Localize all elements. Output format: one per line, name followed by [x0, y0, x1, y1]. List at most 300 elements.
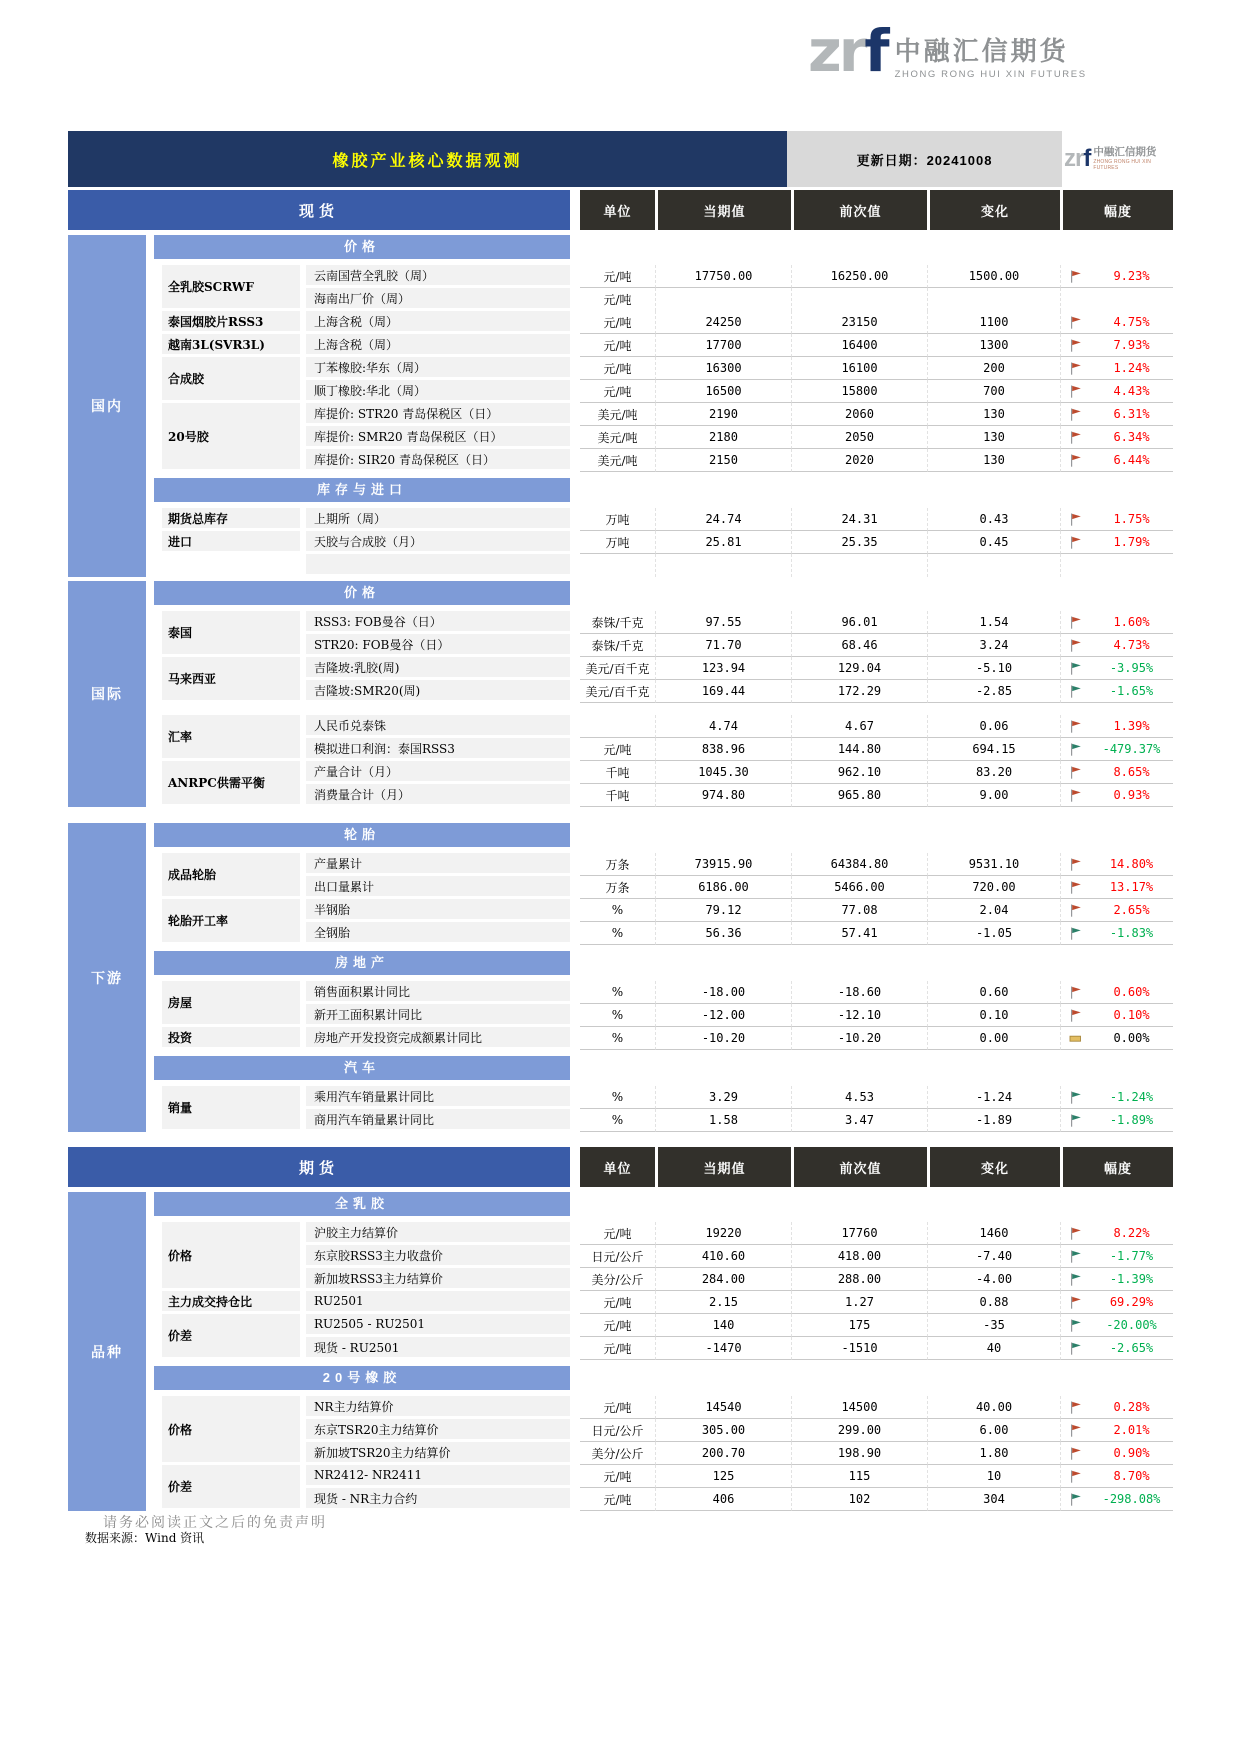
- disclaimer: 请务必阅读正文之后的免责声明: [103, 1515, 327, 1531]
- mini-logo-zr: zr: [1064, 145, 1084, 172]
- rate-cell: -298.08%: [1090, 1488, 1173, 1511]
- previous-value-cell: 5466.00: [791, 876, 927, 899]
- table-row: [154, 1086, 1173, 1109]
- rate-cell: 0.28%: [1090, 1396, 1173, 1419]
- unit-cell: [580, 554, 655, 577]
- column-header: 前次值: [794, 190, 927, 230]
- previous-value-cell: 418.00: [791, 1245, 927, 1268]
- change-value-cell: 1500.00: [927, 265, 1060, 288]
- trend-flag-cell: [1060, 265, 1090, 288]
- current-value-cell: -12.00: [655, 1004, 791, 1027]
- row-indicator: 消费量合计（月）: [300, 784, 570, 807]
- spacer-cell: [570, 1245, 580, 1268]
- previous-value-cell: -10.20: [791, 1027, 927, 1050]
- row-label: 进口: [154, 531, 300, 554]
- unit-cell: 美元/百千克: [580, 657, 655, 680]
- spacer-cell: [570, 334, 580, 357]
- group-content: [154, 1192, 1173, 1511]
- change-value-cell: 40.00: [927, 1396, 1060, 1419]
- table-row: [154, 634, 1173, 657]
- rate-cell: 0.00%: [1090, 1027, 1173, 1050]
- row-indicator: 新加坡RSS3主力结算价: [300, 1268, 570, 1291]
- spacer-cell: [570, 1086, 580, 1109]
- spacer-cell: [570, 508, 580, 531]
- change-value-cell: 720.00: [927, 876, 1060, 899]
- table-row: [154, 1268, 1173, 1291]
- unit-cell: %: [580, 1086, 655, 1109]
- rate-cell: -1.65%: [1090, 680, 1173, 703]
- rate-cell: -1.24%: [1090, 1086, 1173, 1109]
- change-value-cell: 3.24: [927, 634, 1060, 657]
- current-value-cell: 14540: [655, 1396, 791, 1419]
- current-value-cell: 3.29: [655, 1086, 791, 1109]
- unit-cell: 万吨: [580, 508, 655, 531]
- trend-flag-cell: [1060, 1419, 1090, 1442]
- table-row: [154, 611, 1173, 634]
- row-indicator: 顺丁橡胶:华北（周）: [300, 380, 570, 403]
- rate-cell: [1090, 554, 1173, 577]
- previous-value-cell: 129.04: [791, 657, 927, 680]
- section-table: [154, 508, 1173, 577]
- unit-cell: 元/吨: [580, 1291, 655, 1314]
- row-label: ANRPC供需平衡: [154, 761, 300, 807]
- logo-f: f: [864, 17, 887, 85]
- trend-down-flag-icon: [1069, 1492, 1082, 1506]
- previous-value-cell: 68.46: [791, 634, 927, 657]
- table-row: [154, 357, 1173, 380]
- row-indicator: 半钢胎: [300, 899, 570, 922]
- table-row: [154, 981, 1173, 1004]
- row-indicator: 新开工面积累计同比: [300, 1004, 570, 1027]
- trend-flag-cell: [1060, 1004, 1090, 1027]
- previous-value-cell: 16250.00: [791, 265, 927, 288]
- spacer-cell: [570, 922, 580, 945]
- unit-cell: 千吨: [580, 784, 655, 807]
- unit-cell: 元/吨: [580, 1314, 655, 1337]
- change-value-cell: 0.60: [927, 981, 1060, 1004]
- table-row: [154, 403, 1173, 426]
- spacer-cell: [570, 715, 580, 738]
- previous-value-cell: 2060: [791, 403, 927, 426]
- report-tables: [68, 190, 1173, 1511]
- sidebar-label: 国内: [68, 235, 146, 577]
- unit-cell: %: [580, 981, 655, 1004]
- trend-flag-cell: [1060, 288, 1090, 311]
- mini-logo-name-cn: 中融汇信期货: [1093, 146, 1157, 158]
- trend-flag-cell: [1060, 784, 1090, 807]
- previous-value-cell: 102: [791, 1488, 927, 1511]
- mini-logo-f: f: [1083, 145, 1092, 172]
- rate-cell: 8.65%: [1090, 761, 1173, 784]
- previous-value-cell: 965.80: [791, 784, 927, 807]
- rate-cell: 0.93%: [1090, 784, 1173, 807]
- rate-cell: 0.60%: [1090, 981, 1173, 1004]
- previous-value-cell: 2020: [791, 449, 927, 472]
- mini-logo-text: [1093, 147, 1173, 171]
- table-row: [154, 1314, 1173, 1337]
- previous-value-cell: 17760: [791, 1222, 927, 1245]
- table-row: [154, 1222, 1173, 1245]
- change-value-cell: 40: [927, 1337, 1060, 1360]
- previous-value-cell: [791, 288, 927, 311]
- unit-cell: 元/吨: [580, 357, 655, 380]
- current-value-cell: 305.00: [655, 1419, 791, 1442]
- trend-flag-cell: [1060, 1488, 1090, 1511]
- logo-zrf-mark: [808, 17, 887, 85]
- rate-cell: 6.44%: [1090, 449, 1173, 472]
- trend-flag-cell: [1060, 1442, 1090, 1465]
- spacer-cell: [570, 1337, 580, 1360]
- trend-flag-cell: [1060, 1027, 1090, 1050]
- section-table: [154, 853, 1173, 945]
- unit-cell: 元/吨: [580, 1465, 655, 1488]
- previous-value-cell: [791, 554, 927, 577]
- table-row: [154, 853, 1173, 876]
- trend-down-flag-icon: [1069, 684, 1082, 698]
- rate-cell: 4.43%: [1090, 380, 1173, 403]
- row-indicator: 上海含税（周）: [300, 334, 570, 357]
- rate-cell: [1090, 288, 1173, 311]
- change-value-cell: 1460: [927, 1222, 1060, 1245]
- trend-flag-cell: [1060, 380, 1090, 403]
- row-indicator: 丁苯橡胶:华东（周）: [300, 357, 570, 380]
- trend-flag-cell: [1060, 449, 1090, 472]
- table-row: [154, 1396, 1173, 1419]
- spacer-cell: [570, 426, 580, 449]
- current-value-cell: 24250: [655, 311, 791, 334]
- row-indicator: RU2505 - RU2501: [300, 1314, 570, 1337]
- trend-down-flag-icon: [1069, 1249, 1082, 1263]
- spacer-cell: [570, 1222, 580, 1245]
- change-value-cell: [927, 288, 1060, 311]
- trend-flag-cell: [1060, 1222, 1090, 1245]
- previous-value-cell: 115: [791, 1465, 927, 1488]
- rate-cell: -479.37%: [1090, 738, 1173, 761]
- report-title-bar: [68, 131, 1173, 187]
- change-value-cell: -7.40: [927, 1245, 1060, 1268]
- row-indicator: STR20: FOB曼谷（日）: [300, 634, 570, 657]
- row-indicator: RSS3: FOB曼谷（日）: [300, 611, 570, 634]
- previous-value-cell: 2050: [791, 426, 927, 449]
- previous-value-cell: -12.10: [791, 1004, 927, 1027]
- current-value-cell: 125: [655, 1465, 791, 1488]
- table-row: [154, 426, 1173, 449]
- table-row: [154, 1442, 1173, 1465]
- row-label: 全乳胶SCRWF: [154, 265, 300, 311]
- previous-value-cell: 64384.80: [791, 853, 927, 876]
- column-header: 变化: [930, 1147, 1060, 1187]
- spacer-cell: [570, 1488, 580, 1511]
- table-row: [154, 449, 1173, 472]
- logo-name-cn: 中融汇信期货: [894, 36, 1069, 66]
- change-value-cell: 700: [927, 380, 1060, 403]
- sidebar-label: 国际: [68, 581, 146, 807]
- row-indicator: 海南出厂价（周）: [300, 288, 570, 311]
- row-indicator: 全钢胎: [300, 922, 570, 945]
- rate-cell: 69.29%: [1090, 1291, 1173, 1314]
- current-value-cell: 2150: [655, 449, 791, 472]
- trend-up-flag-icon: [1069, 1469, 1082, 1483]
- spacer-cell: [570, 876, 580, 899]
- current-value-cell: -1470: [655, 1337, 791, 1360]
- change-value-cell: 0.10: [927, 1004, 1060, 1027]
- current-value-cell: -18.00: [655, 981, 791, 1004]
- column-header: 单位: [580, 190, 655, 230]
- section-title: 20号橡胶: [154, 1366, 570, 1390]
- table-row: [154, 761, 1173, 784]
- trend-flat-icon: [1069, 1031, 1082, 1045]
- table-row: [154, 265, 1173, 288]
- previous-value-cell: 198.90: [791, 1442, 927, 1465]
- change-value-cell: 2.04: [927, 899, 1060, 922]
- row-indicator: 销售面积累计同比: [300, 981, 570, 1004]
- rate-cell: 0.90%: [1090, 1442, 1173, 1465]
- row-label: 马来西亚: [154, 657, 300, 703]
- trend-down-flag-icon: [1069, 661, 1082, 675]
- rate-cell: -1.77%: [1090, 1245, 1173, 1268]
- logo-name-en: ZHONG RONG HUI XIN FUTURES: [894, 69, 1087, 80]
- section-title: 全乳胶: [154, 1192, 570, 1216]
- trend-up-flag-icon: [1069, 1295, 1082, 1309]
- previous-value-cell: 962.10: [791, 761, 927, 784]
- row-indicator: 天胶与合成胶（月）: [300, 531, 570, 554]
- row-indicator: NR2412- NR2411: [300, 1465, 570, 1488]
- unit-cell: 日元/公斤: [580, 1419, 655, 1442]
- trend-up-flag-icon: [1069, 1446, 1082, 1460]
- unit-cell: 元/吨: [580, 738, 655, 761]
- update-date: 更新日期：20241008: [787, 131, 1062, 187]
- trend-up-flag-icon: [1069, 1423, 1082, 1437]
- previous-value-cell: 57.41: [791, 922, 927, 945]
- current-value-cell: -10.20: [655, 1027, 791, 1050]
- row-indicator: 云南国营全乳胶（周）: [300, 265, 570, 288]
- trend-up-flag-icon: [1069, 985, 1082, 999]
- trend-down-flag-icon: [1069, 1272, 1082, 1286]
- previous-value-cell: 4.67: [791, 715, 927, 738]
- rate-cell: 1.79%: [1090, 531, 1173, 554]
- trend-flag-cell: [1060, 357, 1090, 380]
- table-row: [154, 1245, 1173, 1268]
- row-indicator: 吉隆坡:SMR20(周): [300, 680, 570, 703]
- previous-value-cell: 25.35: [791, 531, 927, 554]
- unit-cell: 元/吨: [580, 334, 655, 357]
- unit-cell: %: [580, 1109, 655, 1132]
- previous-value-cell: 23150: [791, 311, 927, 334]
- trend-up-flag-icon: [1069, 638, 1082, 652]
- change-value-cell: 130: [927, 403, 1060, 426]
- sidebar-label: 品种: [68, 1192, 146, 1511]
- trend-flag-cell: [1060, 1337, 1090, 1360]
- spacer-cell: [570, 449, 580, 472]
- row-indicator: 房地产开发投资完成额累计同比: [300, 1027, 570, 1050]
- previous-value-cell: 15800: [791, 380, 927, 403]
- trend-flag-cell: [1060, 1314, 1090, 1337]
- row-label: 价格: [154, 1396, 300, 1465]
- unit-cell: 元/吨: [580, 311, 655, 334]
- unit-cell: 万吨: [580, 531, 655, 554]
- trend-up-flag-icon: [1069, 903, 1082, 917]
- trend-up-flag-icon: [1069, 1008, 1082, 1022]
- trend-up-flag-icon: [1069, 407, 1082, 421]
- section-table: [154, 611, 1173, 807]
- column-header: 当期值: [658, 1147, 791, 1187]
- previous-value-cell: 14500: [791, 1396, 927, 1419]
- change-value-cell: 1.80: [927, 1442, 1060, 1465]
- unit-cell: 美分/公斤: [580, 1442, 655, 1465]
- trend-flag-cell: [1060, 311, 1090, 334]
- rate-cell: 8.70%: [1090, 1465, 1173, 1488]
- trend-up-flag-icon: [1069, 788, 1082, 802]
- mini-logo-name-en: ZHONG RONG HUI XIN FUTURES: [1093, 159, 1152, 171]
- spacer-cell: [570, 265, 580, 288]
- section-table: [154, 1222, 1173, 1360]
- change-value-cell: 6.00: [927, 1419, 1060, 1442]
- trend-flag-cell: [1060, 853, 1090, 876]
- row-label: 价差: [154, 1314, 300, 1360]
- trend-flag-cell: [1060, 508, 1090, 531]
- rate-cell: 13.17%: [1090, 876, 1173, 899]
- section-title: 轮胎: [154, 823, 570, 847]
- trend-flag-cell: [1060, 634, 1090, 657]
- row-indicator: 东京TSR20主力结算价: [300, 1419, 570, 1442]
- trend-flag-cell: [1060, 981, 1090, 1004]
- change-value-cell: 130: [927, 449, 1060, 472]
- unit-cell: 美元/吨: [580, 403, 655, 426]
- change-value-cell: [927, 554, 1060, 577]
- trend-flag-cell: [1060, 1109, 1090, 1132]
- trend-up-flag-icon: [1069, 615, 1082, 629]
- trend-flag-cell: [1060, 334, 1090, 357]
- spacer-cell: [570, 1268, 580, 1291]
- previous-value-cell: 144.80: [791, 738, 927, 761]
- unit-cell: 元/吨: [580, 1396, 655, 1419]
- trend-flag-cell: [1060, 531, 1090, 554]
- section-table: [154, 265, 1173, 472]
- spacer-cell: [570, 761, 580, 784]
- rate-cell: 0.10%: [1090, 1004, 1173, 1027]
- row-label: 成品轮胎: [154, 853, 300, 899]
- trend-down-flag-icon: [1069, 1341, 1082, 1355]
- trend-up-flag-icon: [1069, 315, 1082, 329]
- spacer-cell: [570, 1109, 580, 1132]
- column-header: 幅度: [1063, 1147, 1173, 1187]
- unit-cell: %: [580, 922, 655, 945]
- trend-up-flag-icon: [1069, 361, 1082, 375]
- previous-value-cell: -1510: [791, 1337, 927, 1360]
- section-table: [154, 981, 1173, 1050]
- current-value-cell: 17750.00: [655, 265, 791, 288]
- unit-cell: 元/吨: [580, 1488, 655, 1511]
- trend-up-flag-icon: [1069, 1226, 1082, 1240]
- unit-cell: 美元/百千克: [580, 680, 655, 703]
- report-title: 橡胶产业核心数据观测: [68, 131, 787, 187]
- row-indicator: 沪胶主力结算价: [300, 1222, 570, 1245]
- row-label: 价格: [154, 1222, 300, 1291]
- spacer-cell: [570, 634, 580, 657]
- column-header: 前次值: [794, 1147, 927, 1187]
- change-value-cell: 0.45: [927, 531, 1060, 554]
- row-indicator: 库提价: SIR20 青岛保税区（日）: [300, 449, 570, 472]
- row-indicator: 新加坡TSR20主力结算价: [300, 1442, 570, 1465]
- unit-cell: 元/吨: [580, 1337, 655, 1360]
- row-label: 越南3L(SVR3L): [154, 334, 300, 357]
- previous-value-cell: 77.08: [791, 899, 927, 922]
- trend-up-flag-icon: [1069, 338, 1082, 352]
- spacer-cell: [570, 1291, 580, 1314]
- current-value-cell: 73915.90: [655, 853, 791, 876]
- rate-cell: 1.24%: [1090, 357, 1173, 380]
- current-value-cell: 2190: [655, 403, 791, 426]
- table-row: [154, 1027, 1173, 1050]
- company-logo: [808, 17, 1087, 85]
- trend-flag-cell: [1060, 761, 1090, 784]
- table-row: [154, 784, 1173, 807]
- row-label: 20号胶: [154, 403, 300, 472]
- table-row: [154, 1109, 1173, 1132]
- data-source: 数据来源：Wind 资讯: [85, 1531, 205, 1545]
- spacer-cell: [570, 403, 580, 426]
- logo-zr: zr: [808, 17, 865, 85]
- trend-up-flag-icon: [1069, 535, 1082, 549]
- current-value-cell: 2.15: [655, 1291, 791, 1314]
- section-title: 价格: [154, 235, 570, 259]
- row-label: 泰国: [154, 611, 300, 657]
- change-value-cell: 694.15: [927, 738, 1060, 761]
- row-indicator: 产量合计（月）: [300, 761, 570, 784]
- group-content: [154, 823, 1173, 1132]
- row-indicator: 现货 - NR主力合约: [300, 1488, 570, 1511]
- unit-cell: 泰铢/千克: [580, 634, 655, 657]
- row-indicator: 库提价: STR20 青岛保税区（日）: [300, 403, 570, 426]
- mini-logo-panel: [1062, 131, 1173, 187]
- spacer-cell: [570, 1442, 580, 1465]
- trend-flag-cell: [1060, 876, 1090, 899]
- change-value-cell: -4.00: [927, 1268, 1060, 1291]
- change-value-cell: -1.05: [927, 922, 1060, 945]
- spacer-cell: [570, 1004, 580, 1027]
- logo-text: [895, 36, 1087, 80]
- trend-down-flag-icon: [1069, 742, 1082, 756]
- row-indicator: 人民币兑泰铢: [300, 715, 570, 738]
- unit-cell: 美元/吨: [580, 449, 655, 472]
- table-row: [154, 715, 1173, 738]
- spacer-cell: [570, 1027, 580, 1050]
- rate-cell: 1.39%: [1090, 715, 1173, 738]
- rate-cell: -3.95%: [1090, 657, 1173, 680]
- row-indicator: 产量累计: [300, 853, 570, 876]
- current-value-cell: 6186.00: [655, 876, 791, 899]
- spacer-cell: [570, 657, 580, 680]
- current-value-cell: 838.96: [655, 738, 791, 761]
- rate-cell: 6.31%: [1090, 403, 1173, 426]
- spacer-cell: [570, 981, 580, 1004]
- table-row: [154, 876, 1173, 899]
- trend-flag-cell: [1060, 680, 1090, 703]
- report: [68, 131, 1173, 1546]
- rate-cell: -1.39%: [1090, 1268, 1173, 1291]
- column-header: 变化: [930, 190, 1060, 230]
- previous-value-cell: 4.53: [791, 1086, 927, 1109]
- trend-flag-cell: [1060, 922, 1090, 945]
- trend-flag-cell: [1060, 738, 1090, 761]
- table-row: [154, 899, 1173, 922]
- rate-cell: 8.22%: [1090, 1222, 1173, 1245]
- column-header: 当期值: [658, 190, 791, 230]
- trend-flag-cell: [1060, 611, 1090, 634]
- trend-up-flag-icon: [1069, 384, 1082, 398]
- unit-cell: 日元/公斤: [580, 1245, 655, 1268]
- previous-value-cell: 172.29: [791, 680, 927, 703]
